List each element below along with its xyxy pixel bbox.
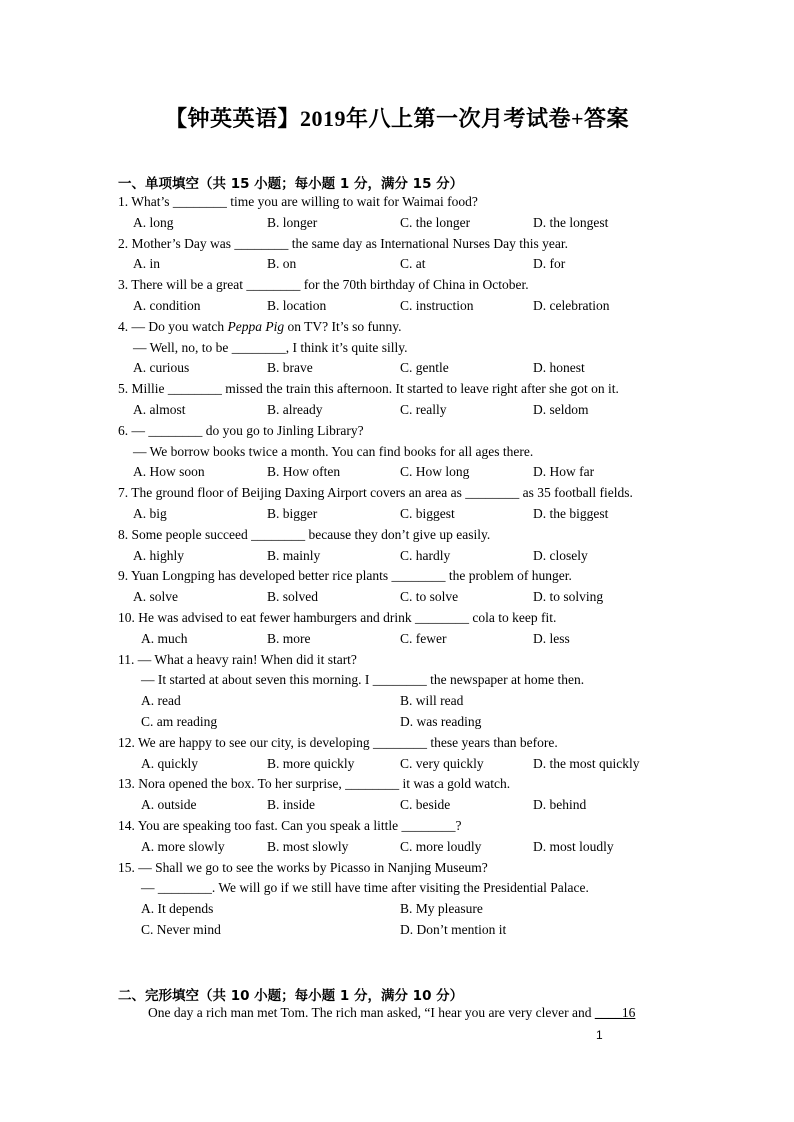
question-text: 10. He was advised to eat fewer hamburgers and drink ________ cola to keep fit.: [118, 609, 557, 625]
option-c: C. the longer: [400, 214, 471, 230]
option-c: C. instruction: [400, 297, 474, 313]
option-c: C. beside: [400, 797, 451, 813]
option-c: C. fewer: [400, 630, 447, 646]
options-row: [0, 296, 794, 317]
question-text: 11. — What a heavy rain! When did it start?: [118, 651, 357, 667]
option-d: D. How far: [533, 464, 595, 480]
option-d: D. behind: [533, 797, 587, 813]
question-text: 12. We are happy to see our city, is developing ________ these years than before.: [118, 734, 558, 750]
option-c: C. gentle: [400, 360, 449, 376]
option-d: D. the most quickly: [533, 755, 640, 771]
option-d: D. Don’t mention it: [400, 921, 507, 937]
option-c: C. Never mind: [141, 921, 221, 937]
option-a: A. long: [133, 214, 174, 230]
question-14: [0, 816, 794, 837]
question-2: [0, 234, 794, 255]
blank-16: ____16: [594, 1005, 636, 1020]
options-row: [0, 546, 794, 567]
option-d: D. was reading: [400, 713, 482, 729]
option-d: D. celebration: [533, 297, 610, 313]
option-b: B. location: [267, 297, 327, 313]
question-11-reply: [0, 670, 794, 691]
option-b: B. My pleasure: [400, 901, 483, 917]
option-b: B. solved: [267, 589, 319, 605]
options-row: [0, 920, 794, 941]
page-number: 1: [596, 1028, 603, 1042]
option-d: D. the biggest: [533, 505, 609, 521]
option-b: B. already: [267, 401, 323, 417]
question-8: [0, 525, 794, 546]
option-b: B. mainly: [267, 547, 321, 563]
question-15: [0, 858, 794, 879]
option-d: D. for: [533, 256, 566, 272]
question-7: [0, 483, 794, 504]
options-row: [0, 504, 794, 525]
option-a: A. curious: [133, 360, 190, 376]
option-c: C. How long: [400, 464, 470, 480]
option-d: D. closely: [533, 547, 588, 563]
question-text: — ________. We will go if we still have time after visiting the Presidential Palace.: [141, 880, 589, 896]
question-text: 9. Yuan Longping has developed better rice plants ________ the problem of hunger.: [118, 568, 572, 584]
option-b: B. most slowly: [267, 838, 349, 854]
option-a: A. solve: [133, 589, 178, 605]
option-a: A. much: [141, 630, 188, 646]
page-title: 【钟英英语】2019年八上第一次月考试卷+答案: [164, 106, 630, 131]
options-row: [0, 213, 794, 234]
question-3: [0, 275, 794, 296]
option-c: C. biggest: [400, 505, 455, 521]
option-d: D. seldom: [533, 401, 589, 417]
question-12: [0, 733, 794, 754]
question-1: [0, 192, 794, 213]
option-d: D. the longest: [533, 214, 609, 230]
question-text: 5. Millie ________ missed the train this afternoon. It started to leave right after she got on it.: [118, 381, 619, 397]
cloze-passage: [148, 1003, 635, 1023]
option-a: A. highly: [133, 547, 185, 563]
question-text: 13. Nora opened the box. To her surprise, ________ it was a gold watch.: [118, 776, 511, 792]
question-13: [0, 774, 794, 795]
options-row: [0, 358, 794, 379]
option-d: D. less: [533, 630, 570, 646]
option-b: B. brave: [267, 360, 313, 376]
option-b: B. How often: [267, 464, 341, 480]
options-row: [0, 629, 794, 650]
question-6-reply: [0, 442, 794, 463]
option-a: A. It depends: [141, 901, 214, 917]
option-c: C. am reading: [141, 713, 218, 729]
question-text: 3. There will be a great ________ for the 70th birthday of China in October.: [118, 277, 529, 293]
options-row: [0, 795, 794, 816]
question-11: [0, 650, 794, 671]
section-heading-single-choice: 一、单项填空（共 15 小题；每小题 1 分，满分 15 分）: [118, 176, 464, 192]
question-text: 1. What’s ________ time you are willing to wait for Waimai food?: [118, 194, 478, 209]
option-a: A. more slowly: [141, 838, 225, 854]
option-c: C. more loudly: [400, 838, 482, 854]
question-text: 15. — Shall we go to see the works by Picasso in Nanjing Museum?: [118, 859, 488, 875]
show-title: Peppa Pig: [227, 318, 285, 334]
question-4: [0, 317, 794, 338]
option-b: B. bigger: [267, 505, 318, 521]
option-a: A. in: [133, 256, 160, 272]
question-text-suffix: on TV? It’s so funny.: [284, 318, 402, 334]
question-15-reply: [0, 878, 794, 899]
option-a: A. quickly: [141, 755, 198, 771]
option-c: C. hardly: [400, 547, 451, 563]
option-b: B. longer: [267, 214, 318, 230]
options-row: [0, 837, 794, 858]
question-text: 6. — ________ do you go to Jinling Library?: [118, 422, 364, 438]
question-9: [0, 566, 794, 587]
option-a: A. big: [133, 505, 167, 521]
option-c: C. to solve: [400, 589, 459, 605]
option-d: D. honest: [533, 360, 585, 376]
question-list: [0, 192, 794, 941]
options-row: [0, 691, 794, 712]
options-row: [0, 400, 794, 421]
option-c: C. very quickly: [400, 755, 484, 771]
question-6: [0, 421, 794, 442]
question-text: 14. You are speaking too fast. Can you speak a little ________?: [118, 817, 462, 833]
question-text: 8. Some people succeed ________ because they don’t give up easily.: [118, 526, 491, 542]
option-b: B. will read: [400, 693, 464, 709]
option-b: B. inside: [267, 797, 316, 813]
question-text: — We borrow books twice a month. You can find books for all ages there.: [133, 443, 534, 459]
option-c: C. at: [400, 256, 426, 272]
options-row: [0, 754, 794, 775]
question-text: 7. The ground floor of Beijing Daxing Airport covers an area as ________ as 35 football fields.: [118, 485, 633, 501]
option-a: A. read: [141, 693, 181, 709]
question-text-prefix: 4. — Do you watch: [118, 318, 228, 334]
options-row: [0, 462, 794, 483]
question-text: — It started at about seven this morning. I ________ the newspaper at home then.: [141, 672, 585, 688]
option-a: A. How soon: [133, 464, 205, 480]
options-row: [0, 899, 794, 920]
options-row: [0, 712, 794, 733]
question-5: [0, 379, 794, 400]
option-a: A. condition: [133, 297, 201, 313]
option-c: C. really: [400, 401, 447, 417]
option-a: A. almost: [133, 401, 186, 417]
option-a: A. outside: [141, 797, 197, 813]
question-10: [0, 608, 794, 629]
passage-text: One day a rich man met Tom. The rich man asked, “I hear you are very clever and: [148, 1005, 595, 1020]
option-d: D. most loudly: [533, 838, 614, 854]
options-row: [0, 587, 794, 608]
option-b: B. more quickly: [267, 755, 355, 771]
question-text: [118, 317, 401, 338]
option-b: B. on: [267, 256, 297, 272]
question-text: 2. Mother’s Day was ________ the same day as International Nurses Day this year.: [118, 235, 569, 251]
question-4-reply: [0, 338, 794, 359]
question-text: — Well, no, to be ________, I think it’s quite silly.: [133, 339, 408, 355]
section-heading-cloze: 二、完形填空（共 10 小题；每小题 1 分，满分 10 分）: [118, 988, 464, 1004]
options-row: [0, 254, 794, 275]
option-b: B. more: [267, 630, 311, 646]
option-d: D. to solving: [533, 589, 604, 605]
